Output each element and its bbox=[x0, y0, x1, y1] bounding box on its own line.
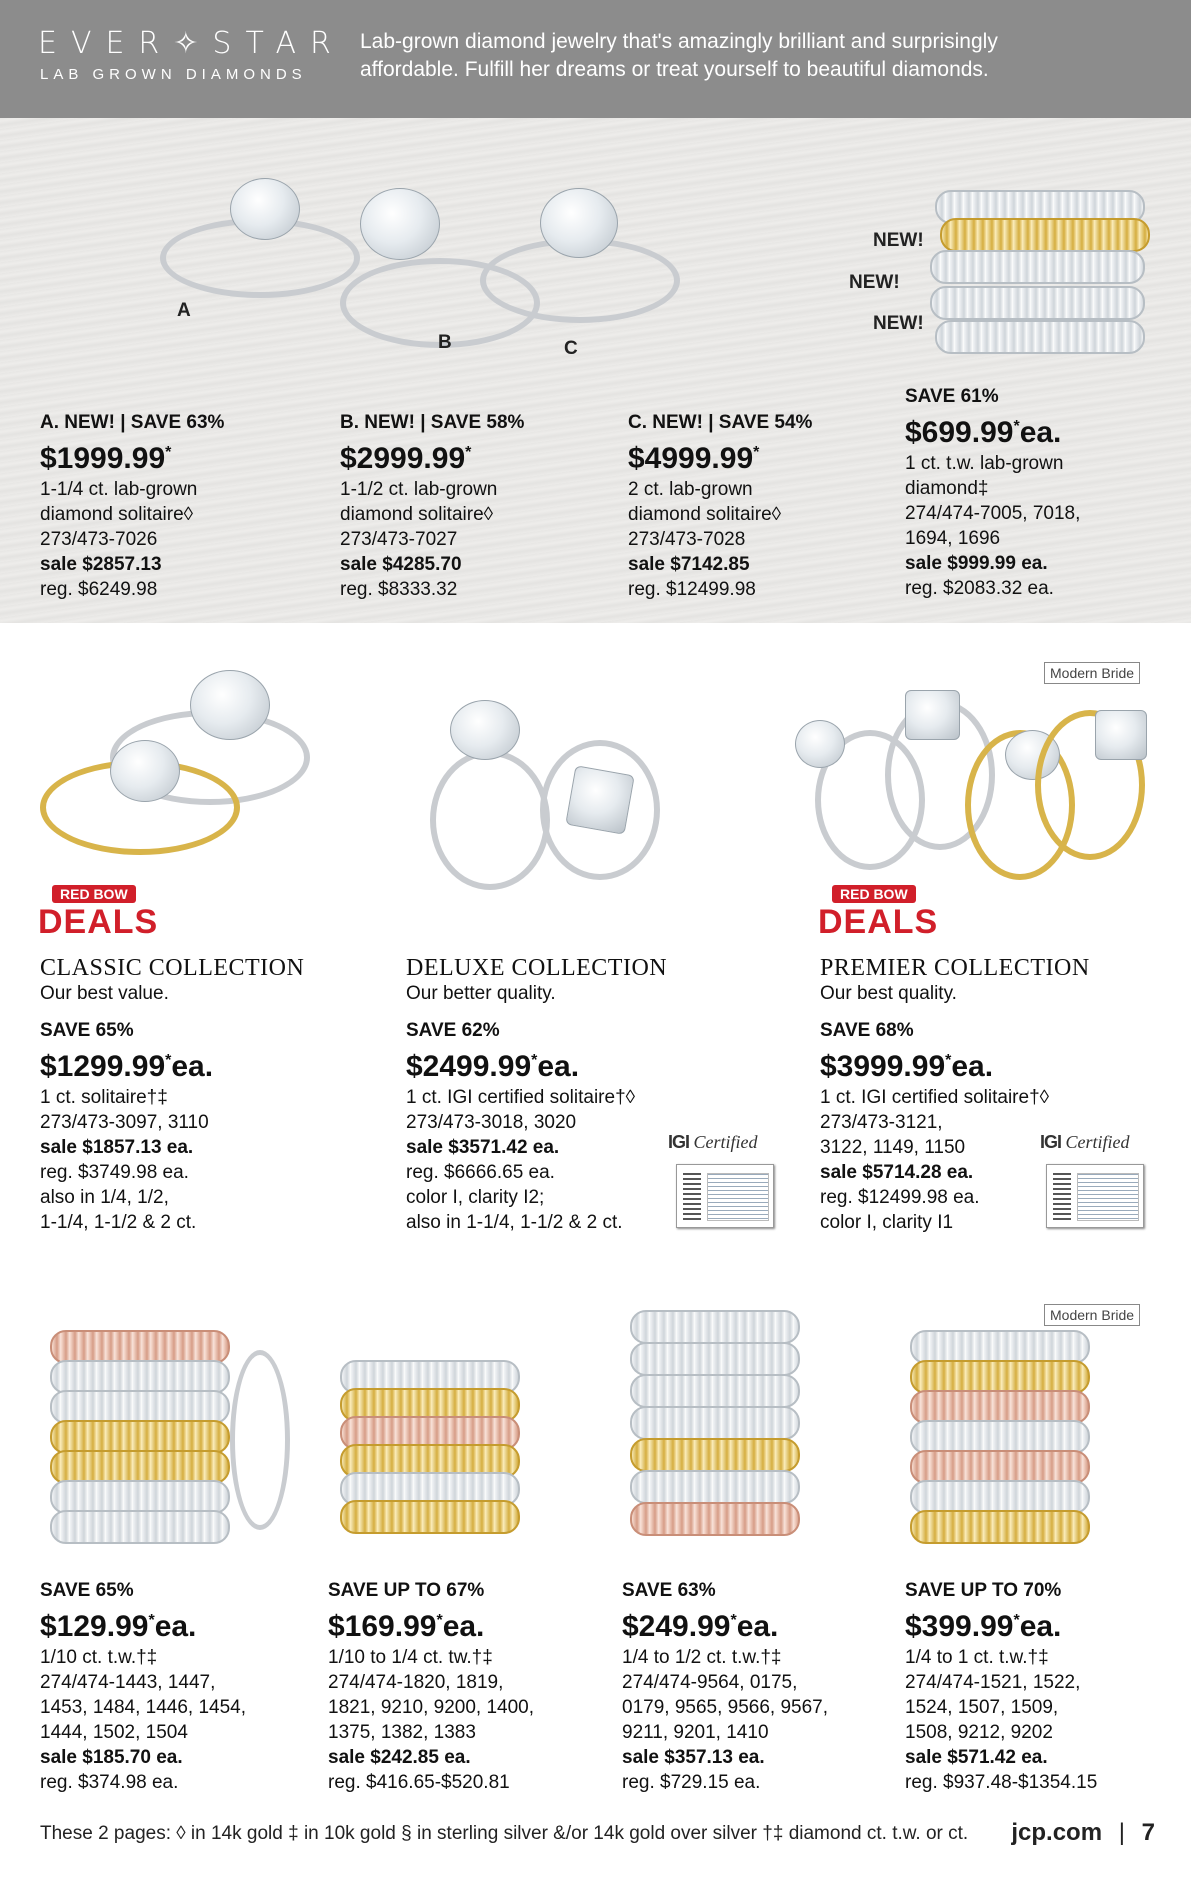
product-head: B. NEW! | SAVE 58% bbox=[340, 412, 525, 433]
collection-code: 273/473-3018, 3020 bbox=[406, 1112, 577, 1133]
product-save: SAVE 65% bbox=[40, 1580, 134, 1601]
red-bow-deals-badge bbox=[38, 885, 158, 940]
band-silver-image bbox=[930, 250, 1145, 284]
product-desc: diamond solitaire◊ bbox=[340, 504, 494, 525]
footer-site bbox=[1011, 1819, 1155, 1847]
collection-extra: color I, clarity I2; bbox=[406, 1187, 545, 1208]
classic-ring-image bbox=[40, 660, 310, 860]
collection-sale: sale $3571.42 ea. bbox=[406, 1137, 560, 1158]
band-stack-3-image bbox=[620, 1310, 820, 1560]
product-save: SAVE UP TO 70% bbox=[905, 1580, 1062, 1601]
product-price: $699.99*ea. bbox=[905, 416, 1062, 449]
collection-price: $1299.99*ea. bbox=[40, 1050, 214, 1083]
product-desc: 1-1/2 ct. lab-grown bbox=[340, 479, 498, 500]
bands-product-1 bbox=[40, 1578, 246, 1795]
product-reg: reg. $729.15 ea. bbox=[622, 1772, 761, 1793]
product-code: 274/474-1820, 1819, bbox=[328, 1672, 504, 1693]
product-code: 274/474-1443, 1447, bbox=[40, 1672, 216, 1693]
collection-desc: 1 ct. IGI certified solitaire†◊ bbox=[406, 1087, 636, 1108]
product-head: A. NEW! | SAVE 63% bbox=[40, 412, 225, 433]
collection-extra: also in 1/4, 1/2, bbox=[40, 1187, 169, 1208]
igi-certificate-image bbox=[1046, 1164, 1144, 1228]
product-desc: diamond solitaire◊ bbox=[40, 504, 194, 525]
classic-collection bbox=[40, 956, 304, 1235]
collection-extra: also in 1-1/4, 1-1/2 & 2 ct. bbox=[406, 1212, 623, 1233]
product-code: 274/474-7005, 7018, bbox=[905, 503, 1081, 524]
collection-title: CLASSIC COLLECTION bbox=[40, 955, 305, 981]
product-sale: sale $357.13 ea. bbox=[622, 1747, 765, 1768]
product-code: 1508, 9212, 9202 bbox=[905, 1722, 1053, 1743]
product-desc: diamond‡ bbox=[905, 478, 989, 499]
product-bands bbox=[905, 384, 1080, 601]
product-reg: reg. $937.48-$1354.15 bbox=[905, 1772, 1098, 1793]
ring-c-image bbox=[470, 188, 690, 338]
red-bow-deals-badge bbox=[818, 885, 938, 940]
product-code: 9211, 9201, 1410 bbox=[622, 1722, 769, 1743]
product-price: $399.99*ea. bbox=[905, 1610, 1062, 1643]
collection-extra: 1-1/4, 1-1/2 & 2 ct. bbox=[40, 1212, 197, 1233]
product-a bbox=[40, 410, 224, 602]
product-sale: sale $242.85 ea. bbox=[328, 1747, 471, 1768]
collection-subtitle: Our best quality. bbox=[820, 983, 957, 1004]
intro-line: affordable. Fulfill her dreams or treat yourself to beautiful diamonds. bbox=[360, 58, 989, 81]
collection-subtitle: Our best value. bbox=[40, 983, 169, 1004]
collection-desc: 1 ct. solitaire†‡ bbox=[40, 1087, 168, 1108]
footer-separator: | bbox=[1118, 1819, 1125, 1846]
product-code: 1453, 1484, 1446, 1454, bbox=[40, 1697, 247, 1718]
intro-text bbox=[360, 28, 1160, 84]
deluxe-collection bbox=[406, 956, 667, 1235]
product-c bbox=[628, 410, 812, 602]
product-code: 274/474-9564, 0175, bbox=[622, 1672, 798, 1693]
featured-band bbox=[0, 118, 1191, 623]
page-number: 7 bbox=[1141, 1819, 1155, 1846]
product-sale: sale $4285.70 bbox=[340, 554, 462, 575]
product-code: 273/473-7027 bbox=[340, 529, 458, 550]
collection-title: PREMIER COLLECTION bbox=[820, 955, 1090, 981]
product-desc: 1-1/4 ct. lab-grown bbox=[40, 479, 198, 500]
collection-sale: sale $5714.28 ea. bbox=[820, 1162, 974, 1183]
product-code: 273/473-7028 bbox=[628, 529, 746, 550]
collection-reg: reg. $6666.65 ea. bbox=[406, 1162, 555, 1183]
ring-letter-c: C bbox=[564, 338, 578, 359]
igi-certified-logo: IGI Certified bbox=[1040, 1132, 1130, 1152]
collection-save: SAVE 65% bbox=[40, 1020, 134, 1041]
product-code: 0179, 9565, 9566, 9567, bbox=[622, 1697, 829, 1718]
product-head: SAVE 61% bbox=[905, 386, 999, 407]
product-save: SAVE 63% bbox=[622, 1580, 716, 1601]
bands-product-3 bbox=[622, 1578, 828, 1795]
band-stack-1-image bbox=[40, 1330, 310, 1560]
product-code: 274/474-1521, 1522, bbox=[905, 1672, 1081, 1693]
product-reg: reg. $8333.32 bbox=[340, 579, 458, 600]
brand-logo: EVER✧STAR bbox=[38, 26, 345, 61]
brand-subtitle: LAB GROWN DIAMONDS bbox=[40, 66, 307, 83]
band-silver-image bbox=[935, 320, 1145, 354]
red-bow-label: RED BOW bbox=[52, 885, 136, 903]
product-reg: reg. $2083.32 ea. bbox=[905, 578, 1054, 599]
new-tag: NEW! bbox=[849, 272, 900, 293]
product-save: SAVE UP TO 67% bbox=[328, 1580, 485, 1601]
band-stack-4-image bbox=[910, 1330, 1110, 1560]
site-link[interactable]: jcp.com bbox=[1011, 1819, 1103, 1846]
product-desc: 1/4 to 1 ct. t.w.†‡ bbox=[905, 1647, 1049, 1668]
product-reg: reg. $12499.98 bbox=[628, 579, 756, 600]
collection-reg: reg. $12499.98 ea. bbox=[820, 1187, 980, 1208]
product-code: 1821, 9210, 9200, 1400, bbox=[328, 1697, 535, 1718]
product-reg: reg. $374.98 ea. bbox=[40, 1772, 179, 1793]
deluxe-ring-image bbox=[430, 690, 670, 890]
product-price: $4999.99* bbox=[628, 442, 760, 475]
collection-subtitle: Our better quality. bbox=[406, 983, 556, 1004]
product-desc: 1/4 to 1/2 ct. t.w.†‡ bbox=[622, 1647, 782, 1668]
band-silver-image bbox=[930, 286, 1145, 320]
product-desc: 2 ct. lab-grown bbox=[628, 479, 753, 500]
collection-price: $3999.99*ea. bbox=[820, 1050, 994, 1083]
bands-product-4 bbox=[905, 1578, 1097, 1795]
collection-extra: color I, clarity I1 bbox=[820, 1212, 954, 1233]
modern-bride-badge: Modern Bride bbox=[1044, 662, 1140, 684]
product-code: 1444, 1502, 1504 bbox=[40, 1722, 188, 1743]
product-code: 1375, 1382, 1383 bbox=[328, 1722, 476, 1743]
deals-label: DEALS bbox=[818, 903, 939, 941]
product-sale: sale $2857.13 bbox=[40, 554, 162, 575]
product-price: $2999.99* bbox=[340, 442, 472, 475]
igi-certificate-image bbox=[676, 1164, 774, 1228]
intro-line: Lab-grown diamond jewelry that's amazingly brilliant and surprisingly bbox=[360, 30, 998, 53]
collection-price: $2499.99*ea. bbox=[406, 1050, 580, 1083]
product-reg: reg. $6249.98 bbox=[40, 579, 158, 600]
collection-title: DELUXE COLLECTION bbox=[406, 955, 668, 981]
product-desc: diamond solitaire◊ bbox=[628, 504, 782, 525]
collection-save: SAVE 62% bbox=[406, 1020, 500, 1041]
collection-save: SAVE 68% bbox=[820, 1020, 914, 1041]
collection-sale: sale $1857.13 ea. bbox=[40, 1137, 194, 1158]
product-code: 273/473-7026 bbox=[40, 529, 158, 550]
footer-legend: These 2 pages: ◊ in 14k gold ‡ in 10k gold § in sterling silver &/or 14k gold over silver †‡ diamond ct. t.w. or ct. bbox=[40, 1823, 969, 1844]
band-gold-image bbox=[940, 218, 1150, 252]
new-tag: NEW! bbox=[873, 230, 924, 251]
product-sale: sale $185.70 ea. bbox=[40, 1747, 183, 1768]
product-reg: reg. $416.65-$520.81 bbox=[328, 1772, 510, 1793]
bands-product-2 bbox=[328, 1578, 534, 1795]
product-b bbox=[340, 410, 524, 602]
product-desc: 1 ct. t.w. lab-grown bbox=[905, 453, 1064, 474]
band-stack-2-image bbox=[340, 1360, 540, 1560]
product-sale: sale $571.42 ea. bbox=[905, 1747, 1048, 1768]
collection-code: 3122, 1149, 1150 bbox=[820, 1137, 966, 1158]
product-sale: sale $7142.85 bbox=[628, 554, 750, 575]
collection-reg: reg. $3749.98 ea. bbox=[40, 1162, 189, 1183]
product-code: 1694, 1696 bbox=[905, 528, 1001, 549]
product-price: $1999.99* bbox=[40, 442, 172, 475]
collection-code: 273/473-3121, bbox=[820, 1112, 943, 1133]
product-head: C. NEW! | SAVE 54% bbox=[628, 412, 813, 433]
product-code: 1524, 1507, 1509, bbox=[905, 1697, 1059, 1718]
product-desc: 1/10 ct. t.w.†‡ bbox=[40, 1647, 158, 1668]
product-sale: sale $999.99 ea. bbox=[905, 553, 1048, 574]
product-desc: 1/10 to 1/4 ct. tw.†‡ bbox=[328, 1647, 493, 1668]
red-bow-label: RED BOW bbox=[832, 885, 916, 903]
modern-bride-badge: Modern Bride bbox=[1044, 1304, 1140, 1326]
product-price: $249.99*ea. bbox=[622, 1610, 779, 1643]
collection-code: 273/473-3097, 3110 bbox=[40, 1112, 209, 1133]
deals-label: DEALS bbox=[38, 903, 159, 941]
header-banner bbox=[0, 0, 1191, 118]
ring-letter-a: A bbox=[177, 300, 191, 321]
new-tag: NEW! bbox=[873, 313, 924, 334]
collection-desc: 1 ct. IGI certified solitaire†◊ bbox=[820, 1087, 1050, 1108]
igi-certified-logo: IGI Certified bbox=[668, 1132, 758, 1152]
premier-ring-image bbox=[795, 690, 1155, 890]
product-price: $129.99*ea. bbox=[40, 1610, 197, 1643]
product-price: $169.99*ea. bbox=[328, 1610, 485, 1643]
ring-letter-b: B bbox=[438, 332, 452, 353]
